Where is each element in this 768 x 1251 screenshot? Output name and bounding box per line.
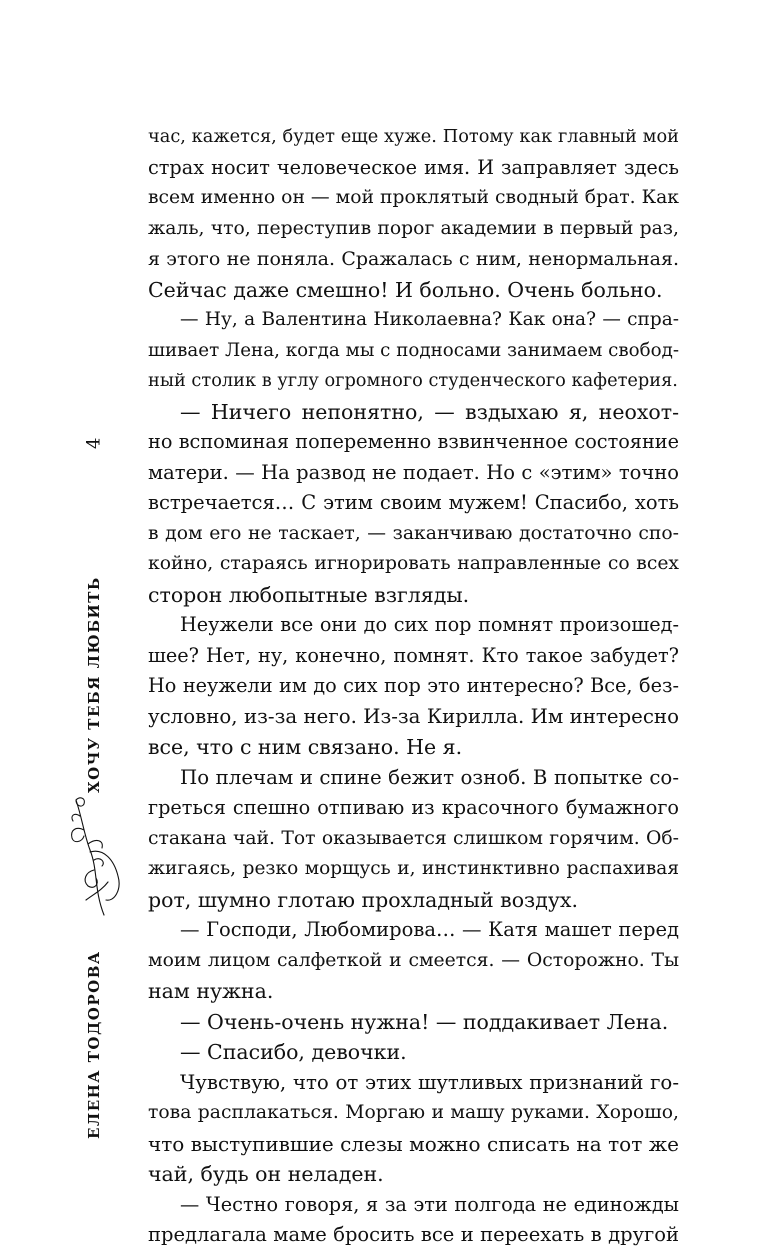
text-line: жигаясь, резко морщусь и, инстинктивно распахивая [148,858,679,879]
text-line: моим лицом салфеткой и смеется. — Осторожно. Ты [148,949,679,971]
text-line: Неужели все они до сих пор помнят произошед- [180,613,679,636]
text-line: — Честно говоря, я за эти полгода не единожды [180,1192,679,1216]
text-line: греться спешно отпиваю из красочного бумажного [148,796,679,819]
text-line: чай, будь он неладен. [148,1162,384,1186]
text-line: — Спасибо, девочки. [180,1040,407,1064]
text-line: я этого не поняла. Сражалась с ним, ненормальная. [148,248,679,270]
page-sidebar [64,410,124,1170]
text-line: — Ну, а Валентина Николаевна? Как она? — спра- [180,309,679,330]
text-line: что выступившие слезы можно списать на тот же [148,1131,679,1156]
text-line: койно, стараясь игнорировать направленные со всех [148,553,679,574]
text-line: Чувствую, что от этих шутливых признаний го- [180,1070,679,1094]
text-line: но вспоминая попеременно взвинченное состояние [148,430,679,453]
page-number-value: 4 [83,435,105,449]
text-line: в дом его не таскает, — заканчиваю достаточно спо- [148,522,679,544]
text-line: шивает Лена, когда мы с подносами занимаем свобод- [148,339,679,361]
text-line: страх носит человеческое имя. И заправляет здесь [148,155,679,179]
text-line: — Очень-очень нужна! — поддакивает Лена. [180,1009,669,1034]
text-line: встречается… С этим своим мужем! Спасибо, хоть [148,491,679,514]
text-line: Сейчас даже смешно! И больно. Очень больно. [148,277,663,302]
text-line: ный столик в углу огромного студенческого кафетерия. [148,371,678,391]
text-line: — Ничего непонятно, — вздыхаю я, неохот- [180,399,679,424]
text-line: шее? Нет, ну, конечно, помнят. Кто такое забудет? [148,643,679,667]
text-line: стакана чай. Тот оказывается слишком горячим. Об- [148,827,679,849]
page-number [64,422,124,462]
body-text [148,122,679,1251]
text-line: По плечам и спине бежит озноб. В попытке со- [180,765,679,789]
text-line: предлагала маме бросить все и переехать в другой [148,1223,679,1246]
book-title: ХОЧУ ТЕБЯ ЛЮБИТЬ [85,576,103,794]
text-line: — Господи, Любомирова… — Катя машет перед [180,918,679,941]
text-line: всем именно он — мой проклятый сводный брат. Как [148,187,679,208]
text-line: матери. — На развод не подает. Но с «этим» точно [148,460,679,484]
text-line: рот, шумно глотаю прохладный воздух. [148,887,578,912]
text-line: час, кажется, будет еще хуже. Потому как главный мой [148,127,679,147]
text-line: условно, из-за него. Из-за Кирилла. Им интересно [148,704,679,728]
text-line: жаль, что, переступив порог академии в первый раз, [148,217,679,239]
text-line: все, что с ним связано. Не я. [148,735,463,759]
text-line: Но неужели им до сих пор это интересно? Все, без- [148,674,679,697]
text-line: това расплакаться. Моргаю и машу руками. Хорошо, [148,1102,679,1123]
flower-branch-icon [64,790,124,920]
text-line: нам нужна. [148,979,274,1003]
text-line: сторон любопытные взгляды. [148,582,470,607]
author-name: ЕЛЕНА ТОДОРОВА [85,950,103,1140]
